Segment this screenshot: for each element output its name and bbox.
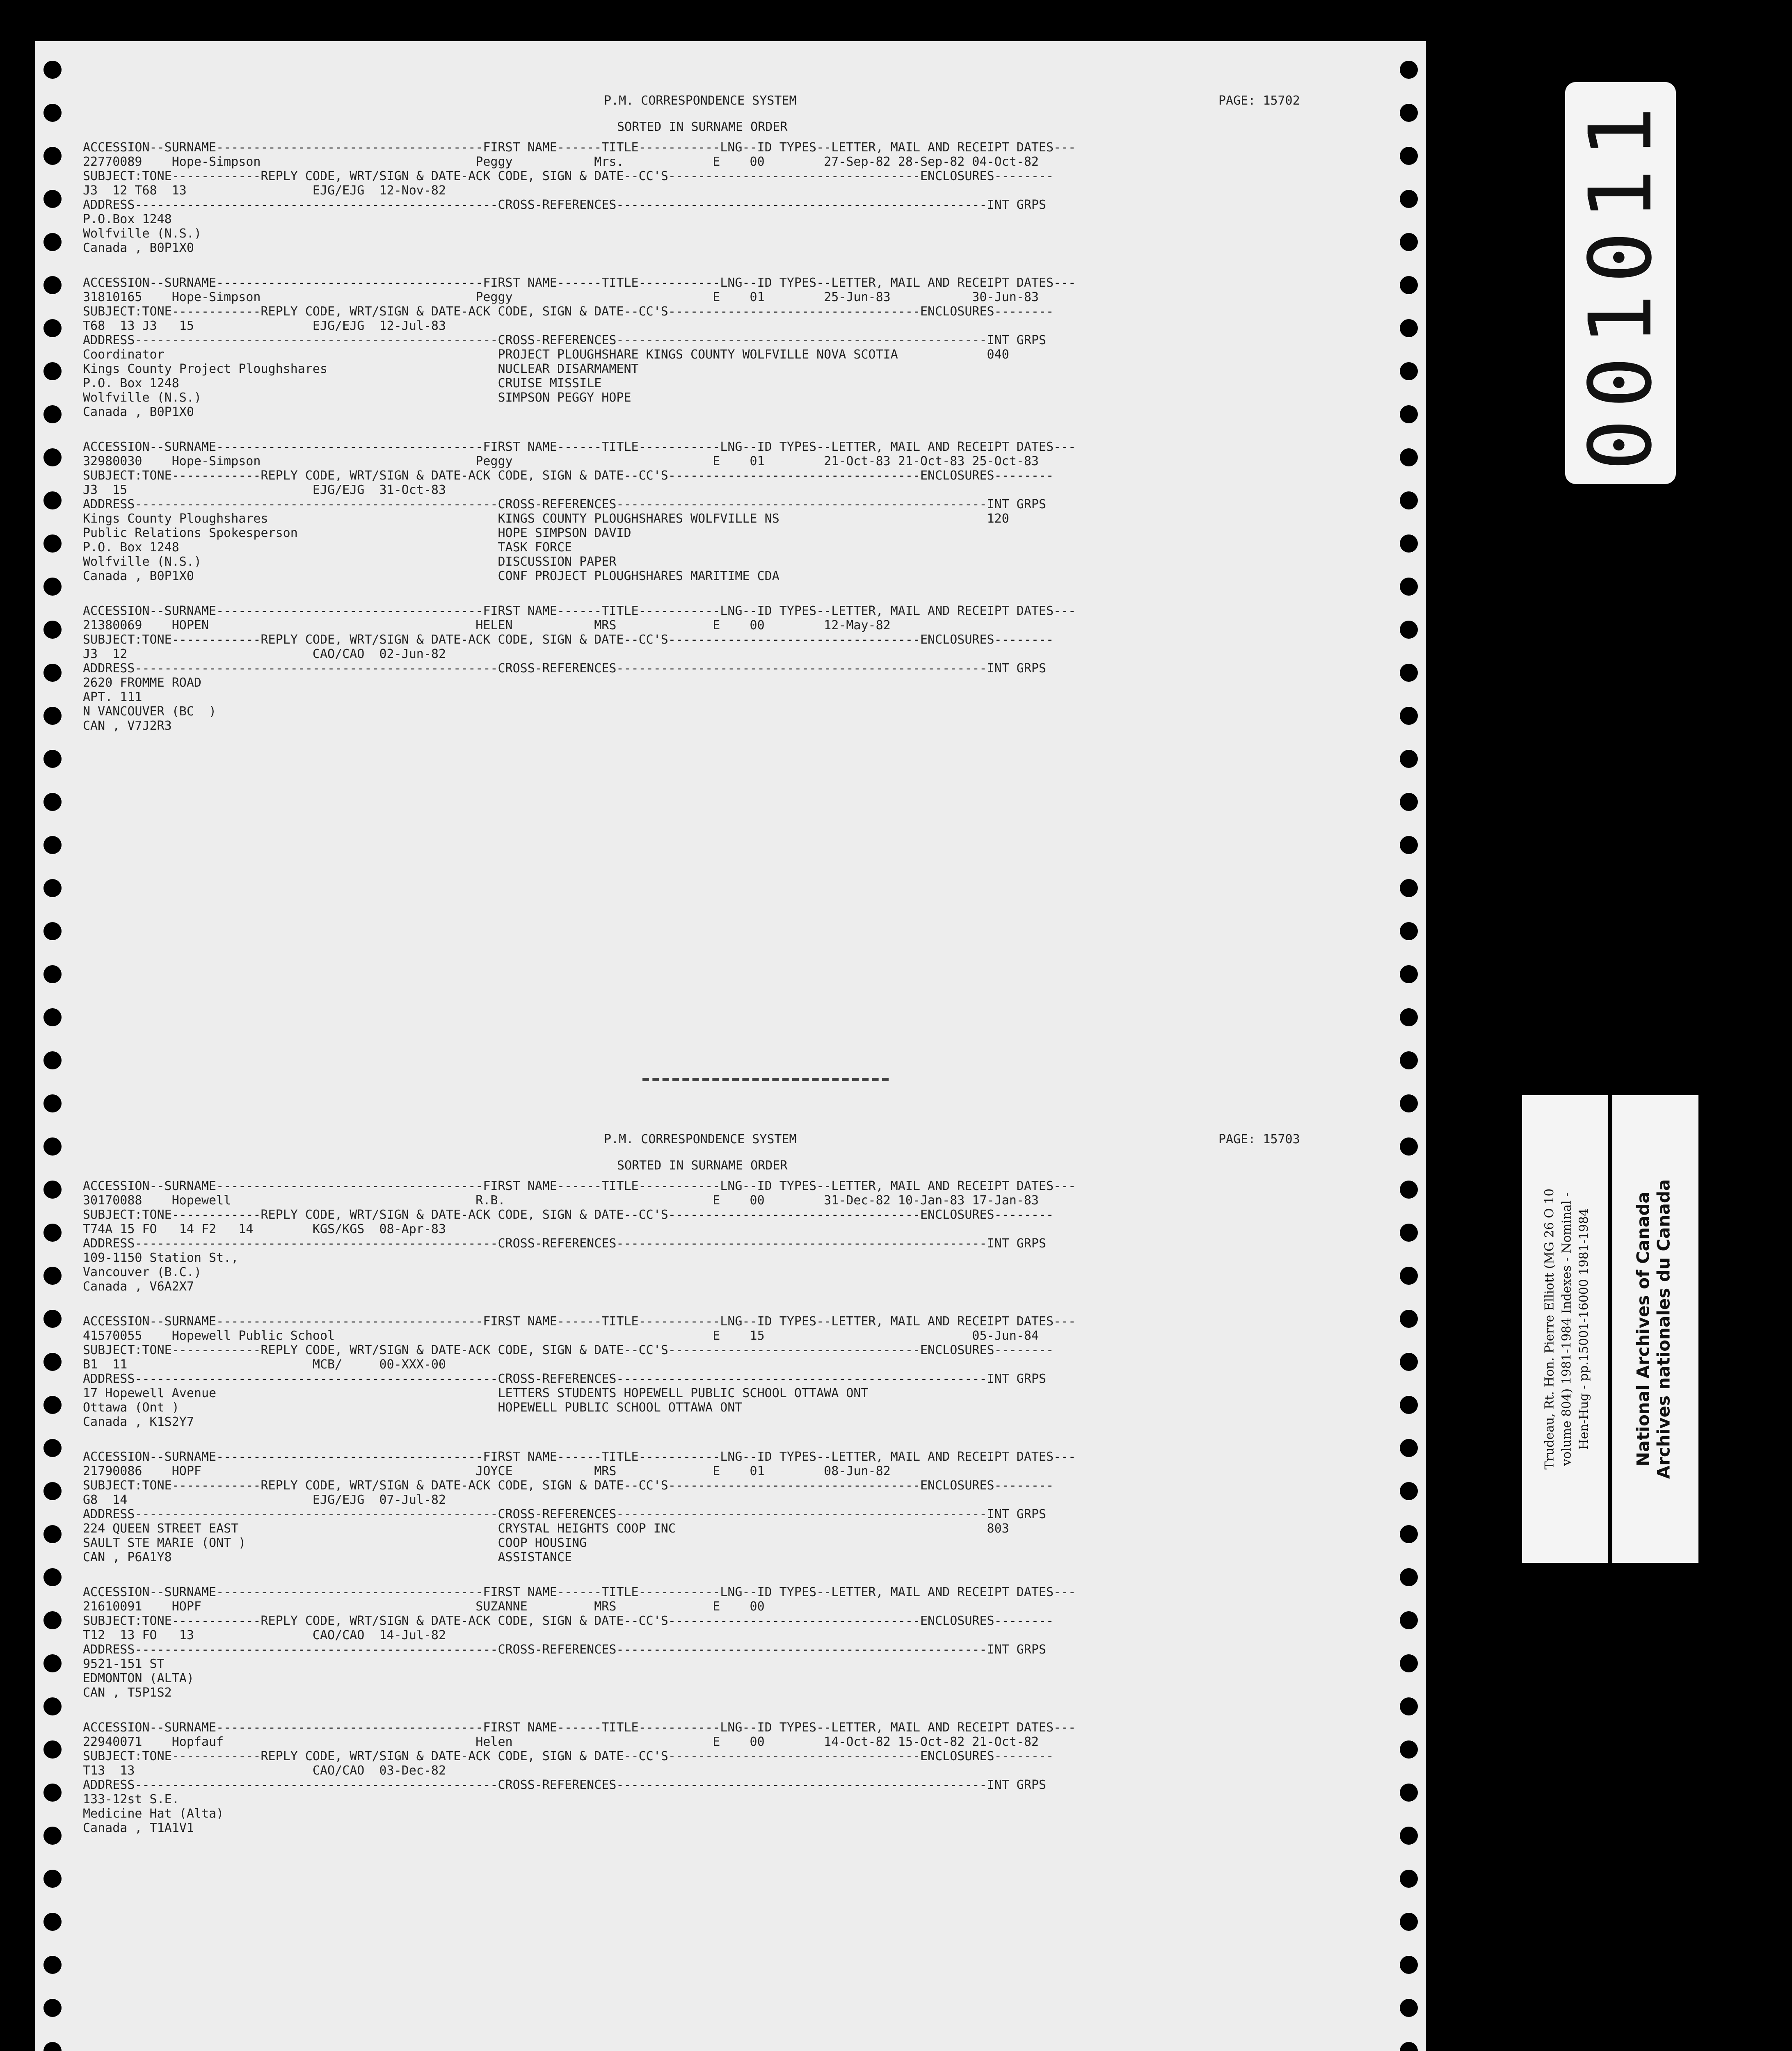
institution-name: [1616, 1095, 1690, 1563]
record-line: SUBJECT:TONE------------REPLY CODE, WRT/SIGN & DATE-ACK CODE, SIGN & DATE--CC'S----------------------------------ENCLOSURES--------: [83, 1749, 1054, 1763]
feed-hole: [43, 1525, 62, 1543]
page-header: [83, 1132, 1367, 1172]
record-line: ACCESSION--SURNAME------------------------------------FIRST NAME------TITLE-----------LNG--ID TYPES--LETTER, MAIL AND RECEIPT DATES---: [83, 140, 1076, 155]
record-line: CAN , P6A1Y8 ASSISTANCE: [83, 1550, 572, 1565]
feed-hole: [1400, 1439, 1418, 1457]
feed-hole: [1400, 664, 1418, 682]
feed-hole: [43, 750, 62, 768]
feed-hole: [1400, 1353, 1418, 1371]
feed-hole: [43, 1611, 62, 1629]
record-line: Vancouver (B.C.): [83, 1265, 201, 1279]
feed-hole: [1400, 276, 1418, 294]
record-line: ADDRESS-------------------------------------------------CROSS-REFERENCES--------------------------------------------------INT GRPS: [83, 1372, 1046, 1386]
feed-hole: [43, 621, 62, 639]
record-line: J3 15 EJG/EJG 31-Oct-83: [83, 483, 446, 497]
record-line: Wolfville (N.S.): [83, 226, 201, 241]
feed-hole: [1400, 1956, 1418, 1974]
feed-hole: [1400, 104, 1418, 122]
record-line: G8 14 EJG/EJG 07-Jul-82: [83, 1493, 446, 1507]
feed-hole: [1400, 1267, 1418, 1285]
feed-hole: [1400, 1999, 1418, 2017]
record-line: CAN , V7J2R3: [83, 719, 172, 733]
record-list: [83, 1179, 1367, 1835]
feed-hole: [43, 190, 62, 208]
correspondence-record: [83, 604, 1367, 733]
reel-number-card: [1565, 82, 1676, 484]
feed-hole: [1400, 190, 1418, 208]
feed-hole: [1400, 1654, 1418, 1672]
feed-hole: [1400, 448, 1418, 466]
page-header: [83, 94, 1367, 133]
record-line: 22770089 Hope-Simpson Peggy Mrs. E 00 27-Sep-82 28-Sep-82 04-Oct-82: [83, 155, 1039, 169]
feed-hole: [43, 1137, 62, 1156]
system-title: P.M. CORRESPONDENCE SYSTEM: [604, 94, 797, 108]
record-line: T68 13 J3 15 EJG/EJG 12-Jul-83: [83, 319, 446, 333]
feed-hole: [1400, 362, 1418, 380]
feed-hole: [43, 1267, 62, 1285]
record-line: ACCESSION--SURNAME------------------------------------FIRST NAME------TITLE-----------LNG--ID TYPES--LETTER, MAIL AND RECEIPT DATES---: [83, 604, 1076, 618]
record-line: 9521-151 ST: [83, 1657, 165, 1671]
record-line: B1 11 MCB/ 00-XXX-00: [83, 1357, 446, 1372]
feed-hole: [1400, 1827, 1418, 1845]
record-line: ADDRESS-------------------------------------------------CROSS-REFERENCES--------------------------------------------------INT GRPS: [83, 1778, 1046, 1792]
record-line: Canada , B0P1X0: [83, 405, 194, 419]
feed-hole: [43, 1051, 62, 1069]
record-line: EDMONTON (ALTA): [83, 1671, 194, 1686]
correspondence-record: [83, 1585, 1367, 1700]
record-line: Kings County Project Ploughshares NUCLEAR DISARMAMENT: [83, 362, 639, 376]
record-list: [83, 140, 1367, 733]
feed-hole: [1400, 534, 1418, 553]
correspondence-record: [83, 1450, 1367, 1565]
tractor-holes-left: [43, 41, 62, 2051]
feed-hole: [1400, 1224, 1418, 1242]
record-line: J3 12 T68 13 EJG/EJG 12-Nov-82: [83, 183, 446, 198]
record-line: Canada , T1A1V1: [83, 1821, 194, 1835]
record-line: Canada , V6A2X7: [83, 1279, 194, 1294]
feed-hole: [1400, 793, 1418, 811]
record-line: J3 12 CAO/CAO 02-Jun-82: [83, 647, 446, 661]
report-page-15702: [83, 94, 1367, 754]
feed-hole: [43, 1568, 62, 1586]
feed-hole: [1400, 1697, 1418, 1715]
correspondence-record: [83, 1179, 1367, 1294]
feed-hole: [43, 664, 62, 682]
feed-hole: [43, 362, 62, 380]
institution-fr: Archives nationales du Canada: [1653, 1179, 1673, 1479]
page-number: PAGE: 15702: [1218, 94, 1300, 108]
record-line: ACCESSION--SURNAME------------------------------------FIRST NAME------TITLE-----------LNG--ID TYPES--LETTER, MAIL AND RECEIPT DATES---: [83, 1179, 1076, 1193]
feed-hole: [43, 578, 62, 596]
feed-hole: [1400, 1396, 1418, 1414]
reel-number: 001011: [1570, 95, 1671, 471]
sort-note: SORTED IN SURNAME ORDER: [617, 120, 788, 134]
record-line: N VANCOUVER (BC ): [83, 704, 217, 719]
feed-hole: [43, 922, 62, 940]
feed-hole: [1400, 879, 1418, 897]
feed-hole: [43, 405, 62, 423]
feed-hole: [43, 147, 62, 165]
record-line: 224 QUEEN STREET EAST CRYSTAL HEIGHTS COOP INC 803: [83, 1521, 1009, 1536]
record-line: SUBJECT:TONE------------REPLY CODE, WRT/SIGN & DATE-ACK CODE, SIGN & DATE--CC'S----------------------------------ENCLOSURES--------: [83, 1208, 1054, 1222]
record-line: 2620 FROMME ROAD: [83, 676, 201, 690]
feed-hole: [1400, 1051, 1418, 1069]
record-line: SUBJECT:TONE------------REPLY CODE, WRT/SIGN & DATE-ACK CODE, SIGN & DATE--CC'S----------------------------------ENCLOSURES--------: [83, 1478, 1054, 1493]
feed-hole: [1400, 2042, 1418, 2051]
feed-hole: [43, 1999, 62, 2017]
printout-sheet: [35, 41, 1426, 2051]
feed-hole: [1400, 1137, 1418, 1156]
feed-hole: [43, 1740, 62, 1759]
feed-hole: [1400, 1913, 1418, 1931]
record-line: SUBJECT:TONE------------REPLY CODE, WRT/SIGN & DATE-ACK CODE, SIGN & DATE--CC'S----------------------------------ENCLOSURES--------: [83, 633, 1054, 647]
report-page-15703: [83, 1132, 1367, 1856]
record-line: Wolfville (N.S.) SIMPSON PEGGY HOPE: [83, 391, 631, 405]
page-number: PAGE: 15703: [1218, 1132, 1300, 1147]
feed-hole: [1400, 1310, 1418, 1328]
record-line: ADDRESS-------------------------------------------------CROSS-REFERENCES--------------------------------------------------INT GRPS: [83, 1642, 1046, 1657]
feed-hole: [1400, 578, 1418, 596]
record-line: Public Relations Spokesperson HOPE SIMPSON DAVID: [83, 526, 631, 540]
fonds-description: [1530, 1095, 1604, 1563]
record-line: Kings County Ploughshares KINGS COUNTY PLOUGHSHARES WOLFVILLE NS 120: [83, 512, 1009, 526]
feed-hole: [1400, 233, 1418, 251]
record-line: ACCESSION--SURNAME------------------------------------FIRST NAME------TITLE-----------LNG--ID TYPES--LETTER, MAIL AND RECEIPT DATES---: [83, 1450, 1076, 1464]
feed-hole: [43, 1482, 62, 1500]
record-line: Coordinator PROJECT PLOUGHSHARE KINGS COUNTY WOLFVILLE NOVA SCOTIA 040: [83, 347, 1009, 362]
feed-hole: [1400, 621, 1418, 639]
feed-hole: [43, 1310, 62, 1328]
feed-hole: [43, 1827, 62, 1845]
feed-hole: [43, 534, 62, 553]
feed-hole: [43, 1439, 62, 1457]
record-line: 30170088 Hopewell R.B. E 00 31-Dec-82 10-Jan-83 17-Jan-83: [83, 1193, 1039, 1208]
feed-hole: [1400, 491, 1418, 509]
record-line: T12 13 FO 13 CAO/CAO 14-Jul-82: [83, 1628, 446, 1642]
feed-hole: [43, 1654, 62, 1672]
tractor-holes-right: [1400, 41, 1418, 2051]
system-title: P.M. CORRESPONDENCE SYSTEM: [604, 1132, 797, 1147]
feed-hole: [43, 491, 62, 509]
feed-hole: [43, 319, 62, 337]
record-line: 17 Hopewell Avenue LETTERS STUDENTS HOPEWELL PUBLIC SCHOOL OTTAWA ONT: [83, 1386, 869, 1400]
feed-hole: [1400, 1181, 1418, 1199]
correspondence-record: [83, 276, 1367, 419]
record-line: APT. 111: [83, 690, 142, 704]
record-line: 109-1150 Station St.,: [83, 1251, 239, 1265]
fonds-line: volume 804) 1981-1984 Indexes - Nominal -: [1560, 1192, 1575, 1466]
page-perforation: [642, 1078, 889, 1081]
feed-hole: [43, 276, 62, 294]
record-line: T74A 15 FO 14 F2 14 KGS/KGS 08-Apr-83: [83, 1222, 446, 1236]
record-line: T13 13 CAO/CAO 03-Dec-82: [83, 1763, 446, 1778]
feed-hole: [1400, 147, 1418, 165]
fonds-line: Hen-Hug - pp.15001-16000 1981-1984: [1577, 1208, 1592, 1450]
feed-hole: [43, 61, 62, 79]
record-line: 22940071 Hopfauf Helen E 00 14-Oct-82 15-Oct-82 21-Oct-82: [83, 1735, 1039, 1749]
correspondence-record: [83, 1314, 1367, 1429]
feed-hole: [1400, 836, 1418, 854]
feed-hole: [1400, 1568, 1418, 1586]
record-line: ACCESSION--SURNAME------------------------------------FIRST NAME------TITLE-----------LNG--ID TYPES--LETTER, MAIL AND RECEIPT DATES---: [83, 1314, 1076, 1329]
feed-hole: [1400, 1740, 1418, 1759]
record-line: ACCESSION--SURNAME------------------------------------FIRST NAME------TITLE-----------LNG--ID TYPES--LETTER, MAIL AND RECEIPT DATES---: [83, 440, 1076, 454]
record-line: P.O.Box 1248: [83, 212, 172, 226]
feed-hole: [1400, 1008, 1418, 1026]
record-line: ADDRESS-------------------------------------------------CROSS-REFERENCES--------------------------------------------------INT GRPS: [83, 497, 1046, 512]
sort-note: SORTED IN SURNAME ORDER: [617, 1158, 788, 1173]
feed-hole: [43, 1784, 62, 1802]
feed-hole: [1400, 1094, 1418, 1112]
record-line: SUBJECT:TONE------------REPLY CODE, WRT/SIGN & DATE-ACK CODE, SIGN & DATE--CC'S----------------------------------ENCLOSURES--------: [83, 1614, 1054, 1628]
feed-hole: [43, 1224, 62, 1242]
record-line: SUBJECT:TONE------------REPLY CODE, WRT/SIGN & DATE-ACK CODE, SIGN & DATE--CC'S----------------------------------ENCLOSURES--------: [83, 304, 1054, 319]
feed-hole: [43, 1094, 62, 1112]
feed-hole: [43, 233, 62, 251]
record-line: 21380069 HOPEN HELEN MRS E 00 12-May-82: [83, 618, 891, 633]
record-line: ACCESSION--SURNAME------------------------------------FIRST NAME------TITLE-----------LNG--ID TYPES--LETTER, MAIL AND RECEIPT DATES---: [83, 1585, 1076, 1599]
record-line: Wolfville (N.S.) DISCUSSION PAPER: [83, 555, 617, 569]
record-line: P.O. Box 1248 TASK FORCE: [83, 540, 572, 555]
record-line: SUBJECT:TONE------------REPLY CODE, WRT/SIGN & DATE-ACK CODE, SIGN & DATE--CC'S----------------------------------ENCLOSURES--------: [83, 468, 1054, 483]
correspondence-record: [83, 1720, 1367, 1835]
institution-en: National Archives of Canada: [1633, 1192, 1653, 1466]
record-line: 133-12st S.E.: [83, 1792, 179, 1807]
feed-hole: [1400, 965, 1418, 983]
fonds-line: Trudeau, Rt. Hon. Pierre Elliott (MG 26 O 10: [1543, 1188, 1557, 1470]
record-line: Canada , B0P1X0: [83, 241, 194, 255]
feed-hole: [43, 1181, 62, 1199]
record-line: P.O. Box 1248 CRUISE MISSILE: [83, 376, 602, 391]
feed-hole: [1400, 1525, 1418, 1543]
feed-hole: [1400, 1784, 1418, 1802]
feed-hole: [43, 879, 62, 897]
record-line: ADDRESS-------------------------------------------------CROSS-REFERENCES--------------------------------------------------INT GRPS: [83, 333, 1046, 347]
record-line: Canada , K1S2Y7: [83, 1415, 194, 1429]
feed-hole: [1400, 61, 1418, 79]
feed-hole: [1400, 1870, 1418, 1888]
record-line: ACCESSION--SURNAME------------------------------------FIRST NAME------TITLE-----------LNG--ID TYPES--LETTER, MAIL AND RECEIPT DATES---: [83, 276, 1076, 290]
feed-hole: [43, 448, 62, 466]
record-line: ADDRESS-------------------------------------------------CROSS-REFERENCES--------------------------------------------------INT GRPS: [83, 198, 1046, 212]
label-divider: [1608, 1095, 1612, 1563]
record-line: CAN , T5P1S2: [83, 1686, 172, 1700]
feed-hole: [1400, 750, 1418, 768]
feed-hole: [43, 2042, 62, 2051]
feed-hole: [1400, 405, 1418, 423]
feed-hole: [43, 1353, 62, 1371]
record-line: ADDRESS-------------------------------------------------CROSS-REFERENCES--------------------------------------------------INT GRPS: [83, 1507, 1046, 1521]
feed-hole: [1400, 707, 1418, 725]
record-line: 32980030 Hope-Simpson Peggy E 01 21-Oct-83 21-Oct-83 25-Oct-83: [83, 454, 1039, 468]
feed-hole: [1400, 319, 1418, 337]
record-line: 41570055 Hopewell Public School E 15 05-Jun-84: [83, 1329, 1039, 1343]
feed-hole: [1400, 1482, 1418, 1500]
record-line: Ottawa (Ont ) HOPEWELL PUBLIC SCHOOL OTTAWA ONT: [83, 1400, 743, 1415]
record-line: 21790086 HOPF JOYCE MRS E 01 08-Jun-82: [83, 1464, 891, 1478]
feed-hole: [43, 1396, 62, 1414]
correspondence-record: [83, 140, 1367, 255]
record-line: ADDRESS-------------------------------------------------CROSS-REFERENCES--------------------------------------------------INT GRPS: [83, 1236, 1046, 1251]
feed-hole: [43, 1870, 62, 1888]
record-line: SUBJECT:TONE------------REPLY CODE, WRT/SIGN & DATE-ACK CODE, SIGN & DATE--CC'S----------------------------------ENCLOSURES--------: [83, 1343, 1054, 1357]
record-line: SUBJECT:TONE------------REPLY CODE, WRT/SIGN & DATE-ACK CODE, SIGN & DATE--CC'S----------------------------------ENCLOSURES--------: [83, 169, 1054, 183]
feed-hole: [43, 104, 62, 122]
feed-hole: [43, 793, 62, 811]
feed-hole: [43, 1956, 62, 1974]
record-line: ACCESSION--SURNAME------------------------------------FIRST NAME------TITLE-----------LNG--ID TYPES--LETTER, MAIL AND RECEIPT DATES---: [83, 1720, 1076, 1735]
feed-hole: [43, 1913, 62, 1931]
feed-hole: [43, 1697, 62, 1715]
feed-hole: [43, 965, 62, 983]
record-line: Canada , B0P1X0 CONF PROJECT PLOUGHSHARES MARITIME CDA: [83, 569, 779, 583]
record-line: 21610091 HOPF SUZANNE MRS E 00: [83, 1599, 765, 1614]
feed-hole: [43, 707, 62, 725]
record-line: 31810165 Hope-Simpson Peggy E 01 25-Jun-83 30-Jun-83: [83, 290, 1039, 304]
feed-hole: [43, 1008, 62, 1026]
correspondence-record: [83, 440, 1367, 583]
record-line: ADDRESS-------------------------------------------------CROSS-REFERENCES--------------------------------------------------INT GRPS: [83, 661, 1046, 676]
feed-hole: [43, 836, 62, 854]
archive-label-card: [1522, 1095, 1698, 1563]
record-line: SAULT STE MARIE (ONT ) COOP HOUSING: [83, 1536, 587, 1550]
record-line: Medicine Hat (Alta): [83, 1807, 224, 1821]
feed-hole: [1400, 1611, 1418, 1629]
feed-hole: [1400, 922, 1418, 940]
